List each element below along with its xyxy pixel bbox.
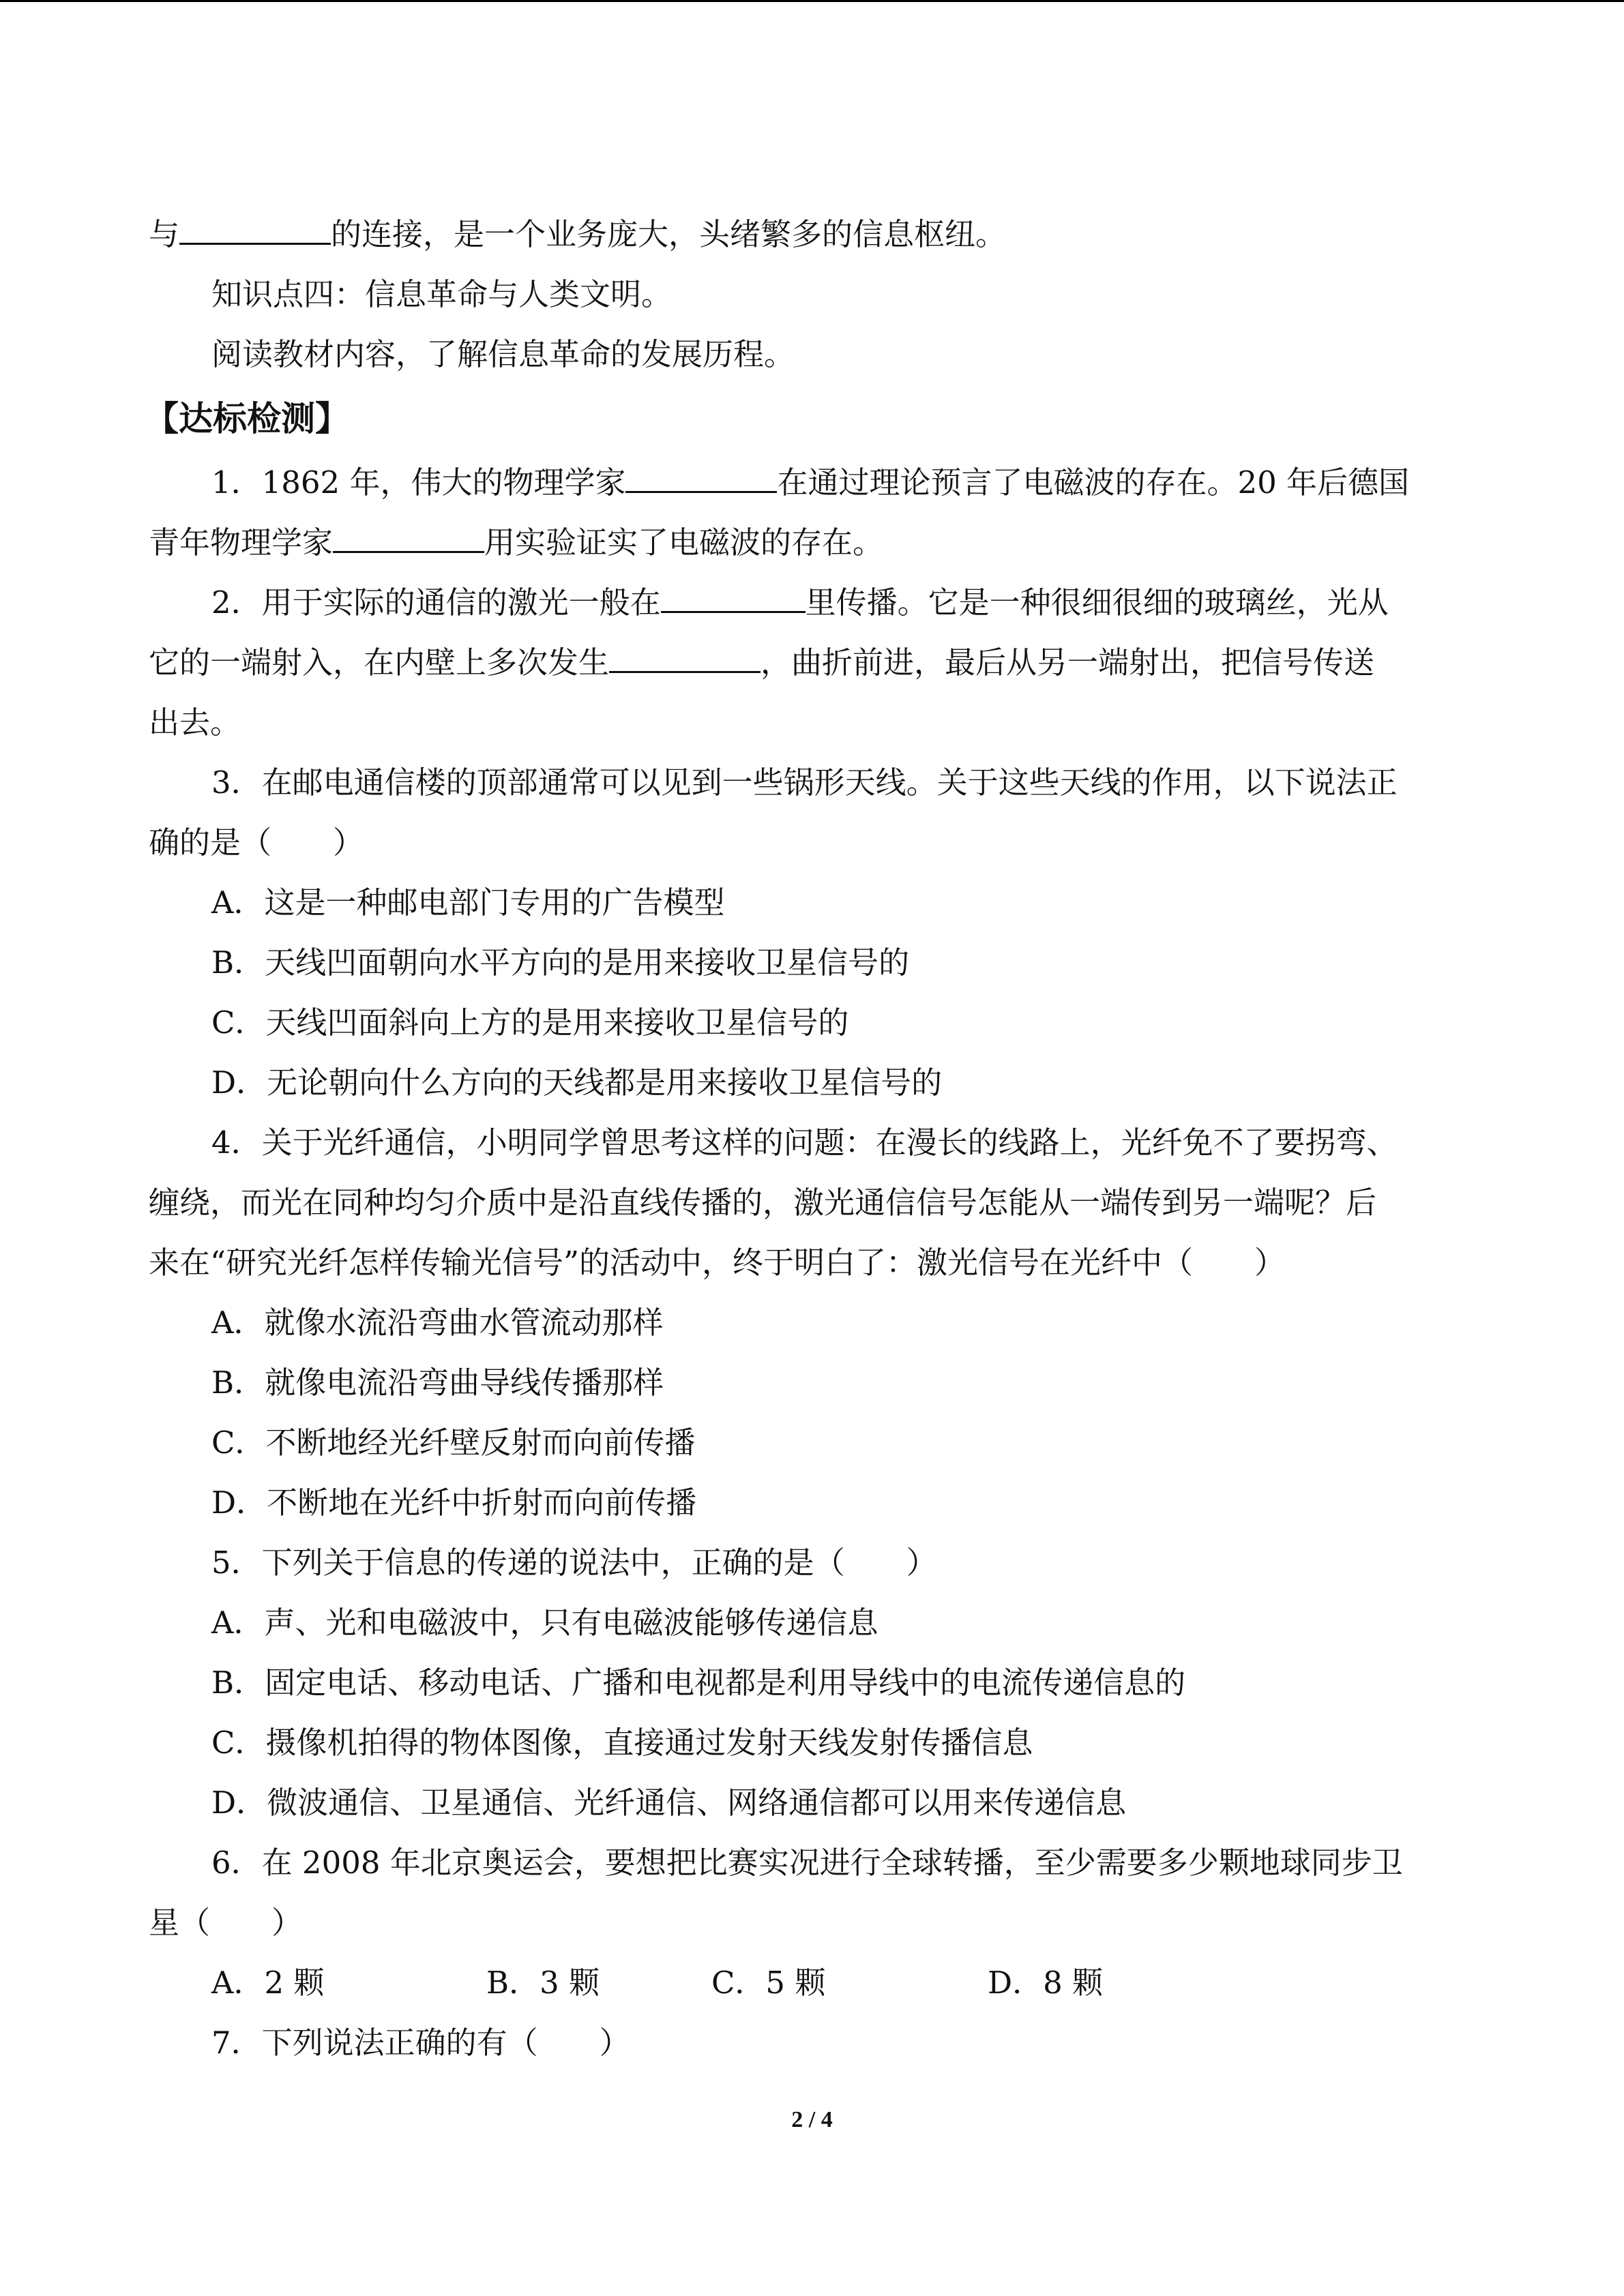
question-5-option-b[interactable]: B．固定电话、移动电话、广播和电视都是利用导线中的电流传递信息的 xyxy=(211,1665,1186,1701)
question-6-options xyxy=(149,1953,1477,2013)
question-3-option-a[interactable]: A．这是一种邮电部门专用的广告模型 xyxy=(211,884,725,921)
page-top-border xyxy=(0,0,1624,2)
question-4-stem-line-1: 4．关于光纤通信，小明同学曾思考这样的问题：在漫长的线路上，光纤免不了要拐弯、 xyxy=(211,1124,1398,1161)
question-1-line-2 xyxy=(149,513,1477,573)
fill-blank[interactable] xyxy=(179,218,331,245)
question-4-option-d[interactable]: D．不断地在光纤中折射而向前传播 xyxy=(211,1485,697,1521)
question-7-stem: 7．下列说法正确的有（ ） xyxy=(211,2025,630,2061)
question-1-text: 在通过理论预言了电磁波的存在。20 年后德国 xyxy=(777,464,1410,501)
question-6-option-a[interactable]: A．2 颗 xyxy=(211,1965,325,2001)
question-4-stem-line-3: 来在“研究光纤怎样传输光信号”的活动中，终于明白了：激光信号在光纤中（ ） xyxy=(149,1244,1286,1281)
question-6-option-c[interactable]: C．5 颗 xyxy=(711,1965,826,2001)
reading-note: 阅读教材内容，了解信息革命的发展历程。 xyxy=(211,336,795,372)
question-6-stem-line-1: 6．在 2008 年北京奥运会，要想把比赛实况进行全球转播，至少需要多少颗地球同步卫 xyxy=(211,1845,1403,1881)
question-3-option-d[interactable]: D．无论朝向什么方向的天线都是用来接收卫星信号的 xyxy=(211,1064,943,1101)
question-6-option-d[interactable]: D．8 颗 xyxy=(988,1965,1104,2001)
fill-blank[interactable] xyxy=(609,646,761,673)
fill-blank[interactable] xyxy=(333,526,484,553)
question-6-stem-line-2: 星（ ） xyxy=(149,1905,303,1941)
question-3-option-c[interactable]: C．天线凹面斜向上方的是用来接收卫星信号的 xyxy=(211,1004,849,1041)
question-1-line-1 xyxy=(149,453,1477,513)
question-1-text: 用实验证实了电磁波的存在。 xyxy=(484,524,884,561)
intro-line-1-suffix: 的连接，是一个业务庞大，头绪繁多的信息枢纽。 xyxy=(331,216,1007,252)
question-3-option-b[interactable]: B．天线凹面朝向水平方向的是用来接收卫星信号的 xyxy=(211,944,910,981)
document-page xyxy=(145,205,1477,2073)
question-3-stem-line-1: 3．在邮电通信楼的顶部通常可以见到一些锅形天线。关于这些天线的作用，以下说法正 xyxy=(211,764,1398,801)
question-4-option-c[interactable]: C．不断地经光纤壁反射而向前传播 xyxy=(211,1425,696,1461)
fill-blank[interactable] xyxy=(625,466,777,493)
question-1-text: 青年物理学家 xyxy=(149,524,334,561)
question-2-line-1 xyxy=(149,573,1477,633)
question-3-stem-line-2: 确的是（ ） xyxy=(149,824,364,861)
question-2-line-3: 出去。 xyxy=(149,704,241,741)
question-4-stem-line-2: 缠绕，而光在同种均匀介质中是沿直线传播的，激光通信信号怎能从一端传到另一端呢？后 xyxy=(149,1184,1377,1221)
intro-line-1-prefix: 与 xyxy=(149,216,180,252)
question-2-text: ，曲折前进，最后从另一端射出，把信号传送 xyxy=(761,644,1375,681)
question-2-text: 2．用于实际的通信的激光一般在 xyxy=(211,584,661,621)
question-2-line-2 xyxy=(149,633,1477,693)
intro-line-1 xyxy=(149,205,1477,265)
fill-blank[interactable] xyxy=(661,586,806,613)
question-5-option-d[interactable]: D．微波通信、卫星通信、光纤通信、网络通信都可以用来传递信息 xyxy=(211,1785,1127,1821)
question-2-text: 里传播。它是一种很细很细的玻璃丝，光从 xyxy=(805,584,1389,621)
question-4-option-a[interactable]: A．就像水流沿弯曲水管流动那样 xyxy=(211,1304,664,1341)
page-number: 2 / 4 xyxy=(791,2107,833,2132)
knowledge-point-heading: 知识点四：信息革命与人类文明。 xyxy=(211,276,673,312)
question-1-text: 1．1862 年，伟大的物理学家 xyxy=(211,464,626,501)
question-5-option-c[interactable]: C．摄像机拍得的物体图像，直接通过发射天线发射传播信息 xyxy=(211,1725,1033,1761)
section-title: 【达标检测】 xyxy=(145,399,349,438)
question-5-stem: 5．下列关于信息的传递的说法中，正确的是（ ） xyxy=(211,1545,937,1581)
question-2-text: 它的一端射入，在内壁上多次发生 xyxy=(149,644,610,681)
question-5-option-a[interactable]: A．声、光和电磁波中，只有电磁波能够传递信息 xyxy=(211,1605,879,1641)
question-4-option-b[interactable]: B．就像电流沿弯曲导线传播那样 xyxy=(211,1365,664,1401)
question-6-option-b[interactable]: B．3 颗 xyxy=(486,1965,600,2001)
